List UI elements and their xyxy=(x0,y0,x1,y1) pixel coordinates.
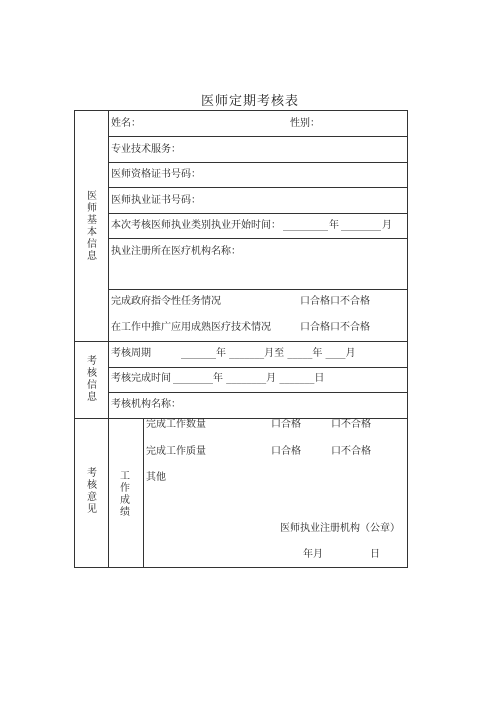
start-time-month-unit: 月 xyxy=(382,220,392,231)
gender-label: 性别： xyxy=(290,118,320,129)
institution-label: 执业注册所在医疗机构名称： xyxy=(111,246,241,257)
basic-info-section-label: 医师基本信息 xyxy=(87,191,97,262)
gov-task-label: 完成政府指令性任务情况 xyxy=(111,296,221,307)
seal-label: 医师执业注册机构（公章） xyxy=(280,523,400,534)
work-performance-label: 工作成绩 xyxy=(120,471,130,518)
opinion-sub-divider xyxy=(143,418,144,568)
assessment-org-label: 考核机构名称： xyxy=(111,399,181,410)
row-divider xyxy=(108,289,408,290)
section-divider xyxy=(75,341,408,342)
period-value: _______年 _______月至 _____年 ____月 xyxy=(181,348,356,359)
date-year-month: 年月 xyxy=(303,549,323,560)
assessment-info-section-label: 考核信息 xyxy=(87,356,97,403)
start-time-month-blank: ________ xyxy=(341,220,381,231)
page-title: 医师定期考核表 xyxy=(200,94,299,109)
period-label: 考核周期 xyxy=(111,348,151,359)
promote-tech-label: 在工作中推广应用成熟医疗技术情况 xyxy=(111,322,271,333)
other-label: 其他 xyxy=(146,472,166,483)
work-quality-pass: 口合格 xyxy=(271,446,301,457)
completion-value: ________年 ________月 _______日 xyxy=(173,373,325,384)
completion-label: 考核完成时间 xyxy=(111,373,171,384)
work-quantity-pass: 口合格 xyxy=(271,419,301,430)
row-divider xyxy=(108,238,408,239)
label-column-divider xyxy=(108,111,109,568)
work-quality-label: 完成工作质量 xyxy=(146,446,206,457)
row-divider xyxy=(108,367,408,368)
row-divider xyxy=(108,162,408,163)
specialty-label: 专业技术服务： xyxy=(111,144,181,155)
row-divider xyxy=(108,136,408,137)
start-time-label: 本次考核医师执业类别执业开始时间： xyxy=(111,220,281,231)
qualification-cert-label: 医师资格证书号码： xyxy=(111,169,201,180)
start-time-year-blank: _________ xyxy=(283,220,328,231)
work-quality-fail: 口不合格 xyxy=(331,446,371,457)
date-day: 日 xyxy=(370,549,380,560)
name-label: 姓名： xyxy=(111,118,141,129)
row-divider xyxy=(108,187,408,188)
row-divider xyxy=(108,213,408,214)
practice-cert-label: 医师执业证书号码： xyxy=(111,195,201,206)
work-quantity-fail: 口不合格 xyxy=(331,419,371,430)
assessment-form xyxy=(74,110,408,568)
opinion-section-label: 考核意见 xyxy=(87,468,97,515)
gov-task-result: 口合格口不合格 xyxy=(300,296,370,307)
start-time-year-unit: 年 xyxy=(329,220,339,231)
work-quantity-label: 完成工作数量 xyxy=(146,419,206,430)
promote-tech-result: 口合格口不合格 xyxy=(300,322,370,333)
row-divider xyxy=(108,392,408,393)
